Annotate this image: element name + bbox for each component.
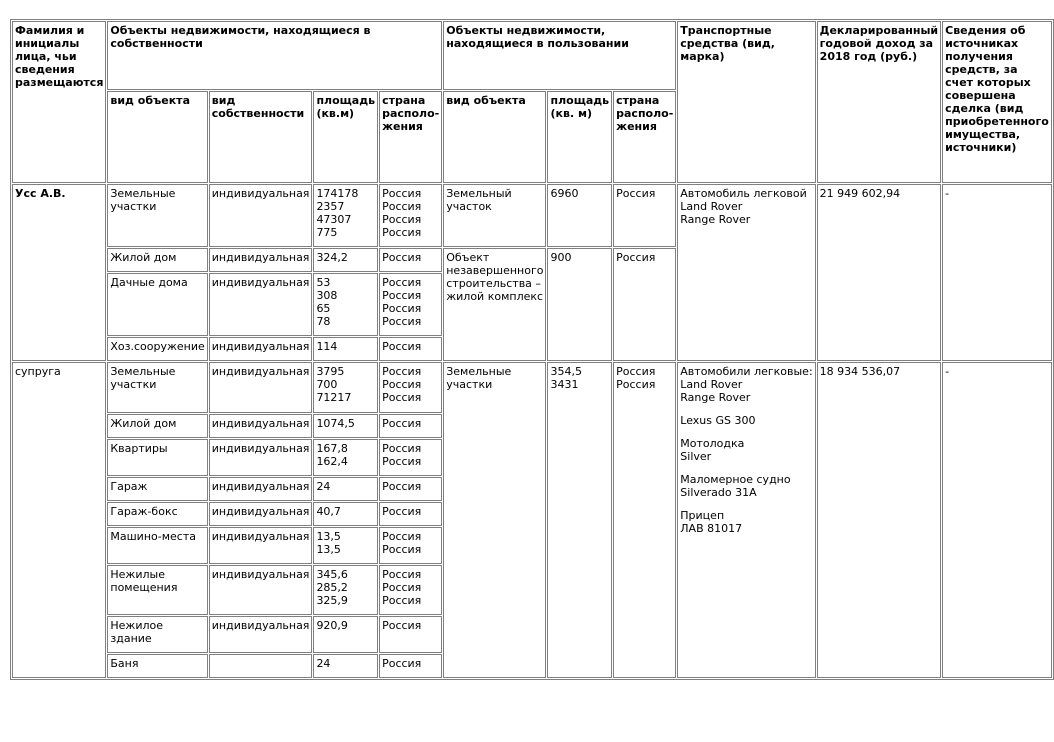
area-value: 53 — [316, 276, 331, 289]
used-type: Земельные участки — [443, 362, 546, 678]
country-value: Россия — [382, 365, 422, 378]
vehicle-line: Land Rover — [680, 200, 743, 213]
area-value: 167,8 — [316, 442, 348, 455]
header-owned-group: Объекты недвижимости, находящиеся в собственности — [107, 21, 442, 90]
owned-type: Машино-места — [107, 527, 207, 564]
vehicle-group — [680, 414, 812, 427]
owned-ownership: индивидуальная — [209, 439, 313, 476]
area-value: 13,5 — [316, 530, 341, 543]
owned-type: Жилой дом — [107, 248, 207, 272]
header-sources: Сведения об источниках получения средств, за счет которых совершена сделка (вид приобретенного имущества, источники) — [942, 21, 1052, 183]
owned-ownership: индивидуальная — [209, 502, 313, 526]
country-value: Россия — [382, 530, 422, 543]
area-value: 24 — [316, 657, 331, 670]
header-owned-type: вид объекта — [107, 91, 207, 183]
owned-country — [379, 273, 442, 336]
vehicle-line: Silverado 31A — [680, 486, 757, 499]
area-value: 47307 — [316, 213, 352, 226]
header-owned-country: страна располо-жения — [379, 91, 442, 183]
area-value: 162,4 — [316, 455, 348, 468]
vehicle-line: Range Rover — [680, 213, 751, 226]
owned-type: Баня — [107, 654, 207, 678]
owned-type: Дачные дома — [107, 273, 207, 336]
country-value: Россия — [382, 340, 422, 353]
area-value: 2357 — [316, 200, 345, 213]
country-value: Россия — [382, 226, 422, 239]
owned-type: Жилой дом — [107, 414, 207, 438]
area-value: 65 — [316, 302, 331, 315]
used-country — [613, 184, 676, 247]
owned-type: Гараж — [107, 477, 207, 501]
income-value: 21 949 602,94 — [817, 184, 941, 361]
owned-ownership: индивидуальная — [209, 477, 313, 501]
owned-country — [379, 477, 442, 501]
vehicle-group — [680, 437, 812, 463]
used-type: Земельный участок — [443, 184, 546, 247]
owned-ownership: индивидуальная — [209, 527, 313, 564]
owned-type: Хоз.сооружение — [107, 337, 207, 361]
owned-country — [379, 616, 442, 653]
country-value: Россия — [382, 391, 422, 404]
area-value: 285,2 — [316, 581, 348, 594]
area-value: 1074,5 — [316, 417, 355, 430]
vehicle-group — [680, 365, 812, 404]
sources-value: - — [942, 184, 1052, 361]
owned-country — [379, 527, 442, 564]
header-person: Фамилия и инициалы лица, чьи сведения размещаются — [12, 21, 106, 183]
owned-area — [313, 616, 378, 653]
area-value: 13,5 — [316, 543, 341, 556]
area-value: 174178 — [316, 187, 359, 200]
area-value: 71217 — [316, 391, 352, 404]
country-value: Россия — [382, 594, 422, 607]
country-value: Россия — [382, 543, 422, 556]
vehicle-line: Range Rover — [680, 391, 751, 404]
owned-country — [379, 248, 442, 272]
owned-ownership: индивидуальная — [209, 362, 313, 413]
vehicle-line: Мотолодка — [680, 437, 745, 450]
owned-ownership: индивидуальная — [209, 273, 313, 336]
vehicles-cell — [677, 362, 815, 678]
owned-ownership: индивидуальная — [209, 337, 313, 361]
owned-country — [379, 502, 442, 526]
header-used-group: Объекты недвижимости, находящиеся в пользовании — [443, 21, 676, 90]
person-name: Усс А.В. — [12, 184, 106, 361]
header-used-area: площадь (кв. м) — [547, 91, 612, 183]
vehicle-line: ЛАВ 81017 — [680, 522, 743, 535]
country-value: Россия — [382, 378, 422, 391]
header-owned-area: площадь (кв.м) — [313, 91, 378, 183]
country-value: Россия — [616, 378, 656, 391]
used-country — [613, 248, 676, 361]
owned-country — [379, 414, 442, 438]
vehicle-line: Автомобили легковые: — [680, 365, 813, 378]
area-value: 78 — [316, 315, 331, 328]
owned-ownership — [209, 654, 313, 678]
country-value: Россия — [382, 417, 422, 430]
country-value: Россия — [382, 187, 422, 200]
area-value: 40,7 — [316, 505, 341, 518]
vehicle-line: Land Rover — [680, 378, 743, 391]
owned-country — [379, 362, 442, 413]
country-value: Россия — [616, 251, 656, 264]
country-value: Россия — [382, 276, 422, 289]
owned-area — [313, 337, 378, 361]
header-owned-ownership: вид собственности — [209, 91, 313, 183]
table-row — [12, 184, 1052, 247]
owned-type: Нежилые помещения — [107, 565, 207, 615]
area-value: 114 — [316, 340, 338, 353]
header-row — [12, 21, 1052, 90]
country-value: Россия — [382, 657, 422, 670]
owned-country — [379, 654, 442, 678]
used-country — [613, 362, 676, 678]
area-value: 324,2 — [316, 251, 348, 264]
owned-country — [379, 184, 442, 247]
owned-type: Гараж-бокс — [107, 502, 207, 526]
owned-area — [313, 477, 378, 501]
country-value: Россия — [382, 619, 422, 632]
area-value: 920,9 — [316, 619, 348, 632]
table-row — [12, 362, 1052, 413]
header-income: Декларированный годовой доход за 2018 год (руб.) — [817, 21, 941, 183]
owned-country — [379, 337, 442, 361]
area-value: 775 — [316, 226, 338, 239]
owned-ownership: индивидуальная — [209, 248, 313, 272]
owned-area — [313, 414, 378, 438]
person-name: супруга — [12, 362, 106, 678]
owned-area — [313, 248, 378, 272]
owned-area — [313, 439, 378, 476]
vehicle-line: Silver — [680, 450, 712, 463]
area-value: 345,6 — [316, 568, 348, 581]
country-value: Россия — [616, 365, 656, 378]
owned-area — [313, 273, 378, 336]
header-used-type: вид объекта — [443, 91, 546, 183]
header-vehicles: Транспортные средства (вид, марка) — [677, 21, 815, 183]
owned-type: Нежилое здание — [107, 616, 207, 653]
country-value: Россия — [382, 200, 422, 213]
area-value: 3431 — [550, 378, 579, 391]
area-value: 700 — [316, 378, 338, 391]
sources-value: - — [942, 362, 1052, 678]
owned-area — [313, 654, 378, 678]
country-value: Россия — [382, 251, 422, 264]
owned-ownership: индивидуальная — [209, 565, 313, 615]
vehicle-line: Маломерное судно — [680, 473, 791, 486]
owned-area — [313, 527, 378, 564]
country-value: Россия — [382, 442, 422, 455]
header-used-country: страна располо-жения — [613, 91, 676, 183]
vehicle-line: Прицеп — [680, 509, 725, 522]
owned-country — [379, 565, 442, 615]
country-value: Россия — [382, 480, 422, 493]
owned-area — [313, 184, 378, 247]
owned-type: Земельные участки — [107, 362, 207, 413]
country-value: Россия — [382, 302, 422, 315]
used-area — [547, 248, 612, 361]
vehicles-cell — [677, 184, 815, 361]
area-value: 24 — [316, 480, 331, 493]
income-value: 18 934 536,07 — [817, 362, 941, 678]
country-value: Россия — [382, 581, 422, 594]
vehicle-line: Автомобиль легковой — [680, 187, 807, 200]
declaration-table — [10, 19, 1054, 680]
owned-ownership: индивидуальная — [209, 616, 313, 653]
vehicle-group — [680, 509, 812, 535]
area-value: 6960 — [550, 187, 579, 200]
owned-country — [379, 439, 442, 476]
owned-ownership: индивидуальная — [209, 184, 313, 247]
owned-area — [313, 502, 378, 526]
used-type: Объект незавершенного строительства – жилой комплекс — [443, 248, 546, 361]
area-value: 3795 — [316, 365, 345, 378]
area-value: 325,9 — [316, 594, 348, 607]
country-value: Россия — [382, 455, 422, 468]
area-value: 900 — [550, 251, 572, 264]
country-value: Россия — [382, 213, 422, 226]
vehicle-line: Lexus GS 300 — [680, 414, 756, 427]
country-value: Россия — [616, 187, 656, 200]
owned-ownership: индивидуальная — [209, 414, 313, 438]
area-value: 354,5 — [550, 365, 582, 378]
owned-type: Квартиры — [107, 439, 207, 476]
used-area — [547, 362, 612, 678]
country-value: Россия — [382, 315, 422, 328]
country-value: Россия — [382, 505, 422, 518]
country-value: Россия — [382, 289, 422, 302]
country-value: Россия — [382, 568, 422, 581]
owned-area — [313, 362, 378, 413]
area-value: 308 — [316, 289, 338, 302]
vehicle-group — [680, 473, 812, 499]
owned-area — [313, 565, 378, 615]
used-area — [547, 184, 612, 247]
owned-type: Земельные участки — [107, 184, 207, 247]
